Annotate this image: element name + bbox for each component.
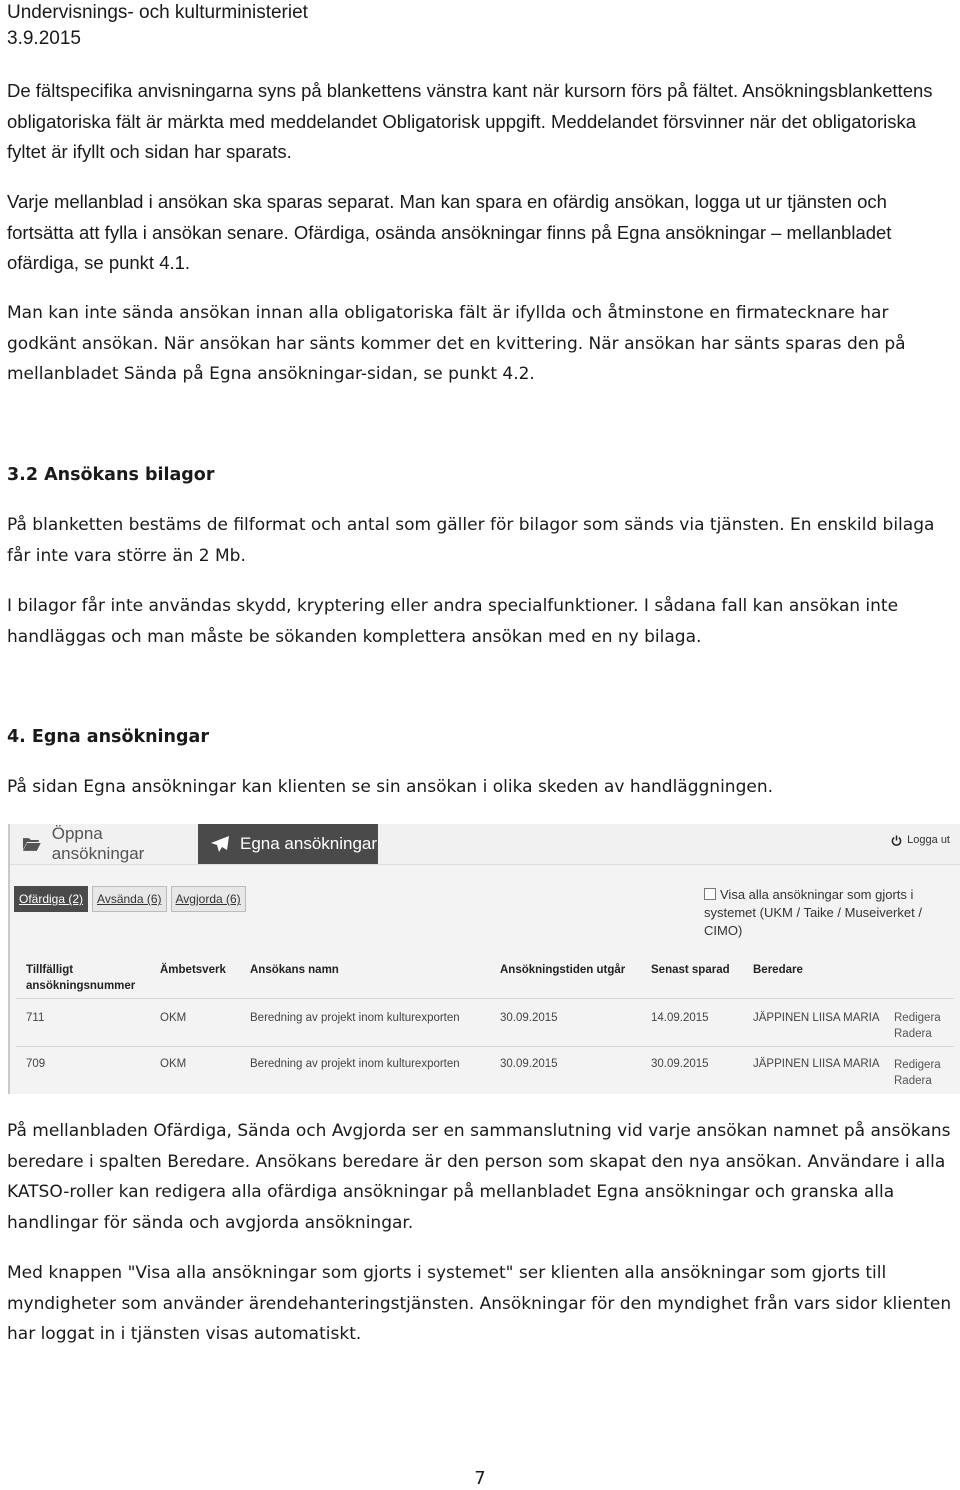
paragraph-attachment-protection: I bilagor får inte användas skydd, kryptering eller andra specialfunktioner. I sådana fall kan ansökan inte handläggas och man måste be sökanden komplettera ansökan med en ny bilaga. [7, 596, 899, 647]
paragraph-field-instructions: De fältspecifika anvisningarna syns på blankettens vänstra kant när kursorn förs på fältet. Ansökningsblankettens obligatoriska fält är märkta med meddelandet Obligatorisk uppgift. Meddelandet försvinner när det obligatoriska fyltet är ifyllt och sidan har sparats. [7, 80, 933, 162]
ministry-header: Undervisnings- och kulturministeriet [7, 2, 308, 23]
folder-open-icon [22, 836, 42, 852]
table-divider [16, 998, 954, 999]
paragraph-show-all-button: Med knappen "Visa alla ansökningar som gjorts i systemet" ser klienten alla ansökningar som gjorts till myndigheter som använder ärendehanteringstjänsten. Ansökningar för den myndighet från vars sidor klienten har loggat in i tjänsten visas automatiskt. [7, 1263, 952, 1344]
edit-link[interactable]: Redigera [894, 1059, 941, 1071]
row-deadline: 30.09.2015 [500, 1058, 558, 1070]
edit-link[interactable]: Redigera [894, 1012, 941, 1024]
heading-attachments: 3.2 Ansökans bilagor [7, 465, 215, 485]
row-saved: 30.09.2015 [651, 1058, 709, 1070]
row-agency: OKM [160, 1012, 187, 1024]
subtab-incomplete[interactable]: Ofärdiga (2) [14, 886, 88, 912]
status-tabs [14, 886, 250, 912]
paragraph-save-tabs: Varje mellanblad i ansökan ska sparas separat. Man kan spara en ofärdig ansökan, logga ut ur tjänsten och fortsätta att fylla i ansökan senare. Ofärdiga, osända ansökningar finns på Egna ansökningar – mellanbladet ofärdiga, se punkt 4.1. [7, 191, 892, 273]
row-agency: OKM [160, 1058, 187, 1070]
row-deadline: 30.09.2015 [500, 1012, 558, 1024]
delete-link[interactable]: Radera [894, 1075, 932, 1087]
page-number: 7 [474, 1468, 486, 1489]
subtab-decided[interactable]: Avgjorda (6) [171, 886, 246, 912]
show-all-checkbox[interactable] [704, 888, 716, 900]
row-id: 709 [26, 1058, 46, 1070]
tab-open-applications[interactable] [10, 824, 198, 864]
heading-own-applications: 4. Egna ansökningar [7, 727, 209, 747]
show-all-label: Visa alla ansökningar som gjorts i systemet (UKM / Taike / Museiverket / CIMO) [704, 887, 922, 938]
paragraph-preparer-column: På mellanbladen Ofärdiga, Sända och Avgjorda ser en sammanslutning vid varje ansökan namnet på ansökans beredare i spalten Beredare. Ansökans beredare är den person som skapat den nya ansökan. Användare i alla KATSO-roller kan redigera alla ofärdiga ansökningar på mellanbladet Egna ansökningar och granska alla handlingar för sända och avgjorda ansökningar. [7, 1121, 951, 1233]
delete-link[interactable]: Radera [894, 1028, 932, 1040]
subtab-sent[interactable]: Avsända (6) [92, 886, 166, 912]
logout-label: Logga ut [907, 834, 950, 846]
tab-own-label: Egna ansökningar [240, 834, 378, 853]
row-preparer: JÄPPINEN LIISA MARIA [753, 1012, 880, 1024]
show-all-toggle[interactable] [704, 886, 954, 940]
row-name: Beredning av projekt inom kulturexporten [250, 1058, 460, 1070]
paragraph-send-application: Man kan inte sända ansökan innan alla obligatoriska fält är ifyllda och åtminstone en firmatecknare har godkänt ansökan. När ansökan har sänts kommer det en kvittering. När ansökan har sänts sparas den på mellanbladet Sända på Egna ansökningar-sidan, se punkt 4.2. [7, 303, 906, 384]
paragraph-attachment-formats: På blanketten bestäms de filformat och antal som gäller för bilagor som sänds via tjänsten. En enskild bilaga får inte vara större än 2 Mb. [7, 515, 935, 566]
column-header-preparer[interactable]: Beredare [753, 964, 803, 976]
tab-open-label: Öppna ansökningar [51, 824, 145, 863]
row-preparer: JÄPPINEN LIISA MARIA [753, 1058, 880, 1070]
table-divider [16, 1046, 954, 1047]
paragraph-own-applications-intro: På sidan Egna ansökningar kan klienten se sin ansökan i olika skeden av handläggningen. [7, 777, 773, 797]
own-applications-screenshot [8, 824, 960, 1094]
logout-button[interactable] [891, 834, 950, 846]
top-navigation-bar [10, 824, 960, 865]
column-header-id[interactable]: Tillfälligt ansökningsnummer [26, 964, 136, 992]
column-header-agency[interactable]: Ämbetsverk [160, 964, 226, 976]
row-saved: 14.09.2015 [651, 1012, 709, 1024]
row-id: 711 [26, 1012, 45, 1024]
row-name: Beredning av projekt inom kulturexporten [250, 1012, 460, 1024]
column-header-saved[interactable]: Senast sparad [651, 964, 730, 976]
header-date: 3.9.2015 [7, 28, 81, 49]
column-header-deadline[interactable]: Ansökningstiden utgår [500, 964, 626, 976]
send-icon [210, 835, 230, 853]
power-icon [891, 835, 902, 846]
column-header-name[interactable]: Ansökans namn [250, 964, 339, 976]
tab-own-applications[interactable] [198, 824, 378, 864]
